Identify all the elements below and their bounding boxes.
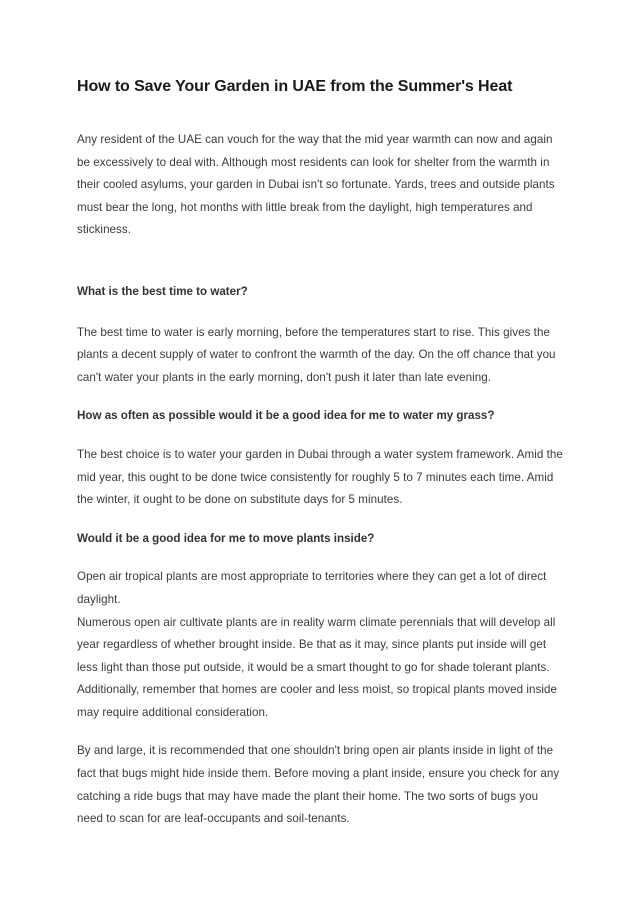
section-paragraph-perennials: Numerous open air cultivate plants are in reality warm climate perennials that will develop all year regardless of whether brought inside. Be that as it may, since plants put inside will get less light than those put outside, it would be a smart thought to go for shade tolerant plants. Additionally, remember that homes are cooler and less moist, so tropical plants moved inside may require additional consideration. bbox=[77, 615, 557, 719]
section-heading-move-inside: Would it be a good idea for me to move plants inside? bbox=[77, 531, 375, 545]
section-paragraph-tropical-plants: Open air tropical plants are most appropriate to territories where they can get a lot of direct daylight. bbox=[77, 570, 547, 606]
section-paragraph-bugs: By and large, it is recommended that one shouldn't bring open air plants inside in light of the fact that bugs might hide inside them. Before moving a plant inside, ensure you check for any catching a ride bugs that may have made the plant their home. The two sorts of bugs you need to scan for are leaf-occupants and soil-tenants. bbox=[77, 744, 560, 826]
section-heading-watering-time: What is the best time to water? bbox=[77, 284, 248, 298]
section-paragraph-watering-time: The best time to water is early morning, before the temperatures start to rise. This gives the plants a decent supply of water to confront the warmth of the day. On the off chance that you can't water your plants in the early morning, don't push it later than late evening. bbox=[77, 325, 556, 384]
section-paragraph-grass-frequency: The best choice is to water your garden in Dubai through a water system framework. Amid the mid year, this ought to be done twice consistently for roughly 5 to 7 minutes each time. Amid the winter, it ought to be done on substitute days for 5 minutes. bbox=[77, 447, 563, 507]
page-title: How to Save Your Garden in UAE from the Summer's Heat bbox=[77, 78, 513, 95]
section-heading-grass-frequency: How as often as possible would it be a good idea for me to water my grass? bbox=[77, 409, 495, 423]
document-content bbox=[77, 76, 567, 831]
intro-paragraph: Any resident of the UAE can vouch for the way that the mid year warmth can now and again be excessively to deal with. Although most residents can look for shelter from the warmth in their cooled asylums, your garden in Dubai isn't so fortunate. Yards, trees and outside plants must bear the long, hot months with little break from the daylight, high temperatures and stickiness. bbox=[77, 133, 555, 237]
